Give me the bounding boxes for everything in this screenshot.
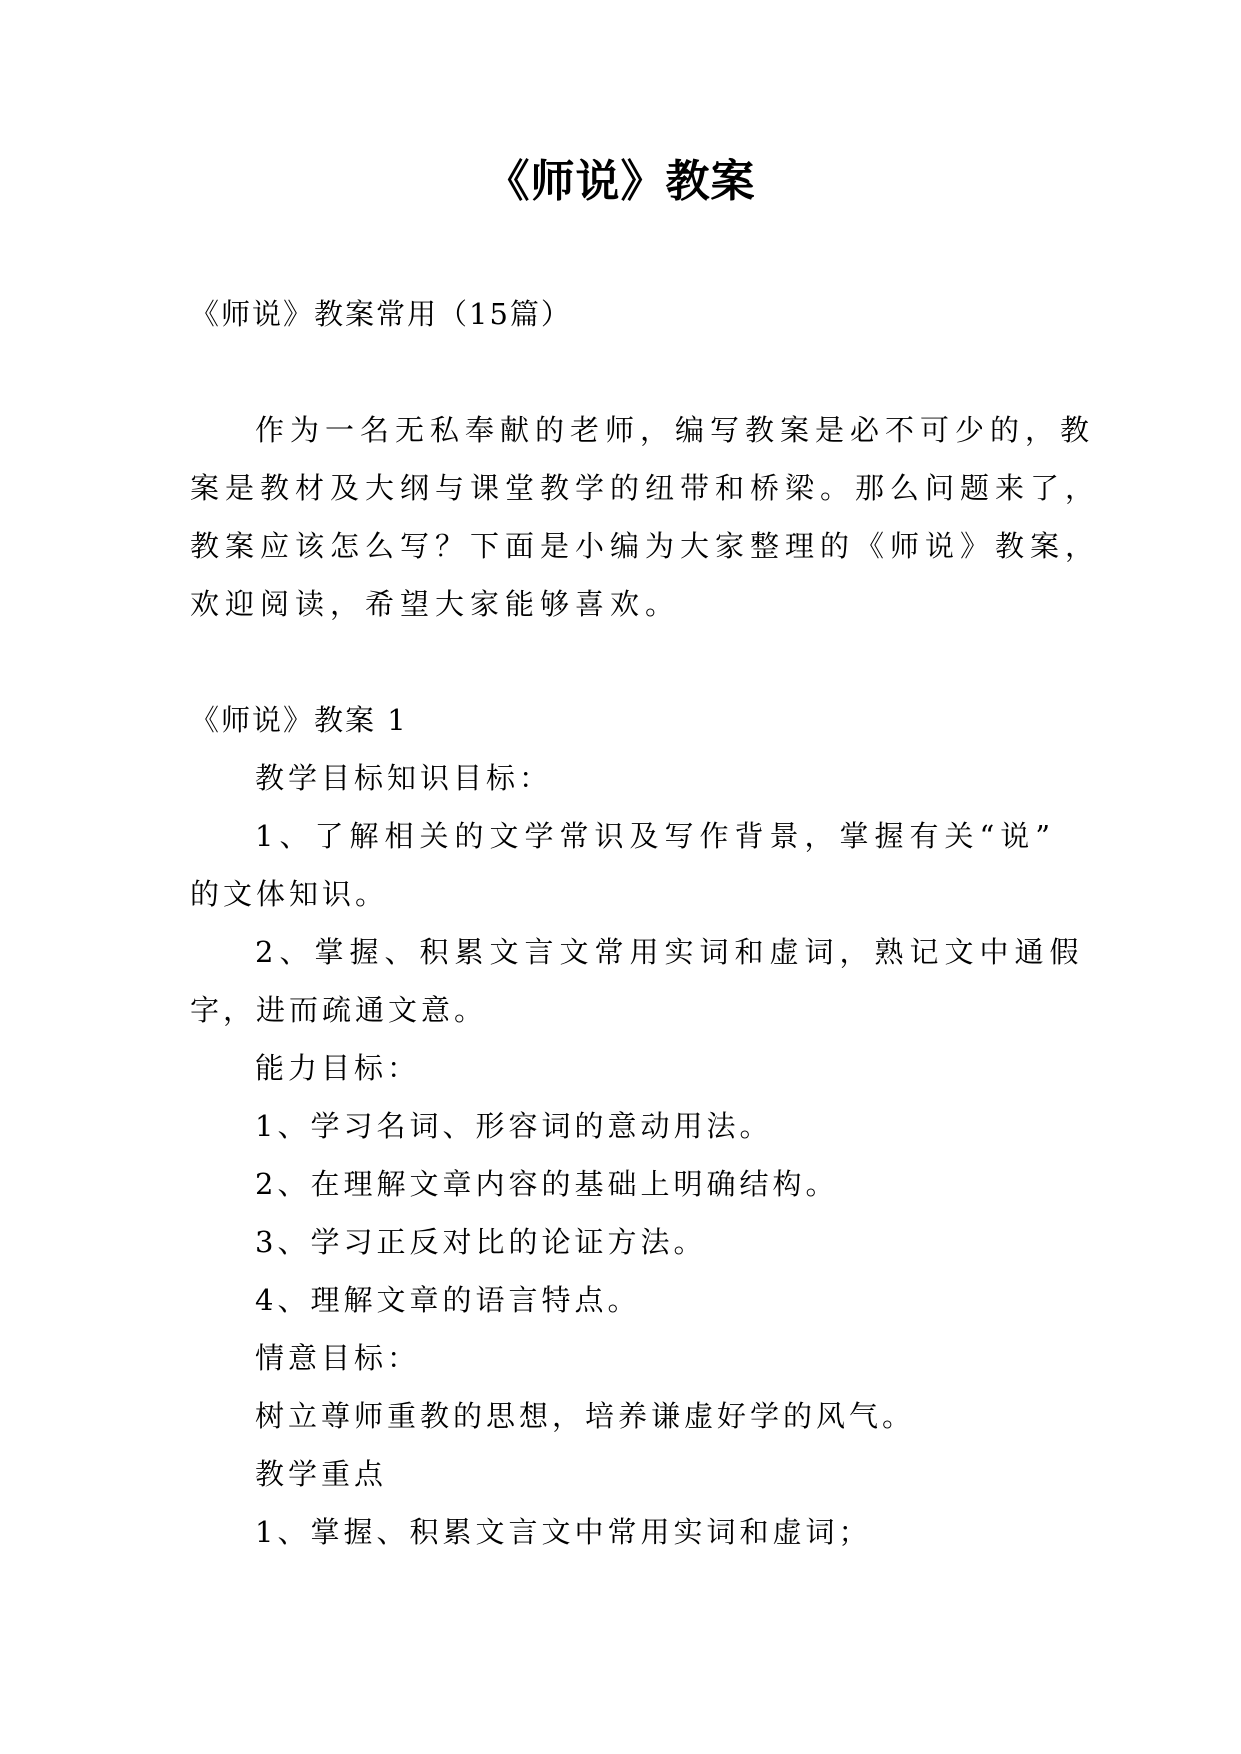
body-line: 3、学习正反对比的论证方法。 <box>255 1225 707 1259</box>
document-subtitle: 《师说》教案常用（15篇） <box>190 297 572 331</box>
body-line: 教学重点 <box>255 1457 388 1491</box>
section-heading: 《师说》教案 1 <box>190 703 408 737</box>
intro-line: 教案应该怎么写？下面是小编为大家整理的《师说》教案， <box>190 529 1101 563</box>
body-line: 情意目标： <box>255 1341 421 1375</box>
body-line: 2、掌握、积累文言文常用实词和虚词，熟记文中通假 <box>255 935 1085 969</box>
body-line: 2、在理解文章内容的基础上明确结构。 <box>255 1167 839 1201</box>
body-line: 能力目标： <box>255 1051 421 1085</box>
body-line: 的文体知识。 <box>190 877 389 911</box>
intro-line: 欢迎阅读，希望大家能够喜欢。 <box>190 587 681 621</box>
document-title: 《师说》教案 <box>485 156 756 207</box>
body-line: 1、了解相关的文学常识及写作背景，掌握有关“说” <box>255 819 1057 853</box>
body-line: 字，进而疏通文意。 <box>190 993 488 1027</box>
body-line: 1、掌握、积累文言文中常用实词和虚词； <box>255 1515 872 1549</box>
body-line: 1、学习名词、形容词的意动用法。 <box>255 1109 773 1143</box>
body-line: 教学目标知识目标： <box>255 761 553 795</box>
body-line: 4、理解文章的语言特点。 <box>255 1283 641 1317</box>
intro-line: 案是教材及大纲与课堂教学的纽带和桥梁。那么问题来了， <box>190 471 1101 505</box>
intro-line: 作为一名无私奉献的老师，编写教案是必不可少的，教 <box>255 413 1096 447</box>
body-line: 树立尊师重教的思想，培养谦虚好学的风气。 <box>255 1399 916 1433</box>
